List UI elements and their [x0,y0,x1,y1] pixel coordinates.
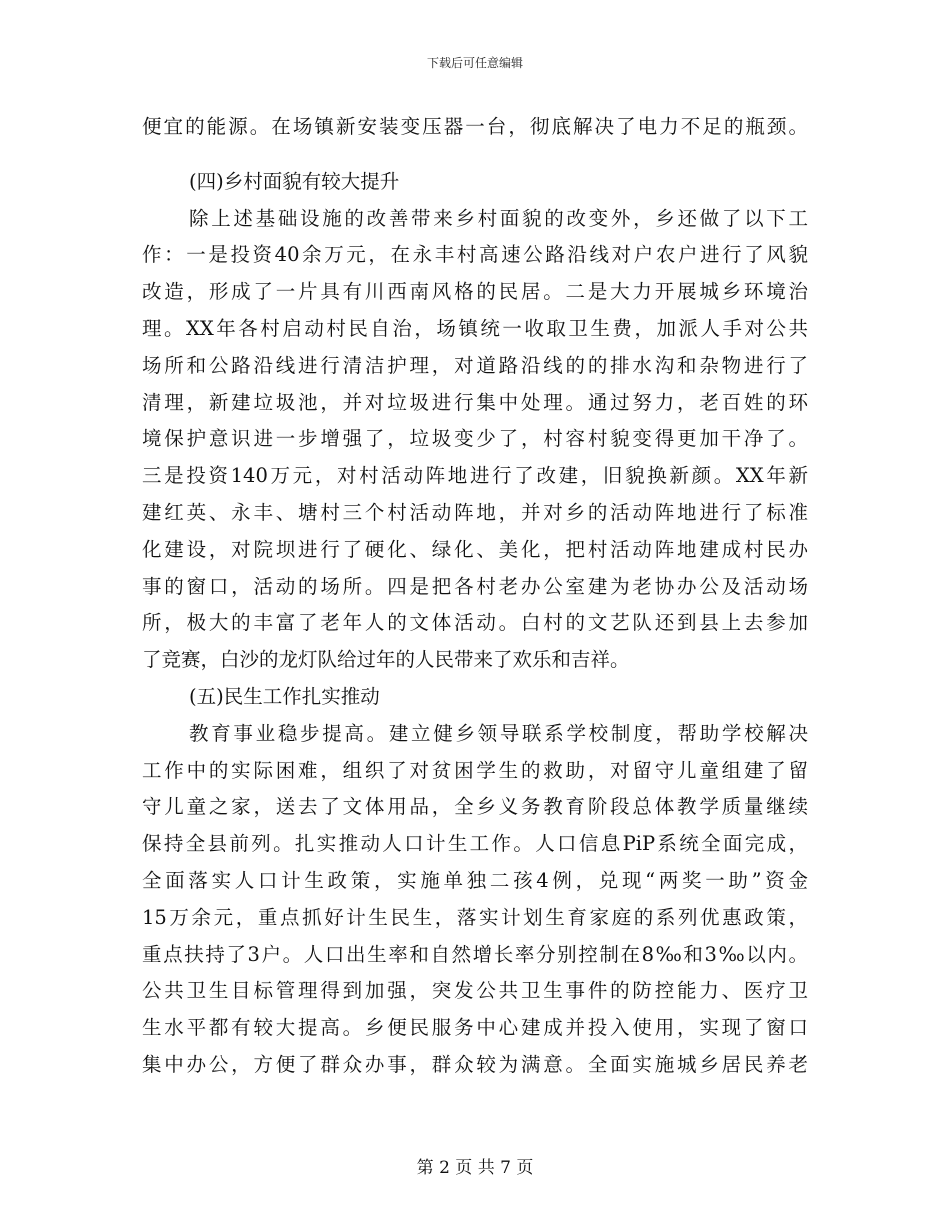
body-line: 清理，新建垃圾池，并对垃圾进行集中处理。通过努力，老百姓的环 [142,390,808,414]
body-line: 境保护意识进一步增强了，垃圾变少了，村容村貌变得更加干净了。 [142,427,808,451]
body-line: 工作中的实际困难，组织了对贫困学生的救助，对留守儿童组建了留 [142,758,808,782]
page-number: 第 2 页 共 7 页 [416,1158,534,1178]
body-line: 事的窗口，活动的场所。四是把各村老办公室建为老协办公及活动场 [142,574,808,598]
body-line: 所，极大的丰富了老年人的文体活动。白村的文艺队还到县上去参加 [142,611,808,635]
body-line: 场所和公路沿线进行清洁护理，对道路沿线的的排水沟和杂物进行了 [142,353,808,377]
body-line: 化建设，对院坝进行了硬化、绿化、美化，把村活动阵地建成村民办 [142,537,808,561]
body-line: 保持全县前列。扎实推动人口计生工作。人口信息PiP系统全面完成， [142,832,808,856]
body-line: 了竞赛，白沙的龙灯队给过年的人民带来了欢乐和吉祥。 [142,648,630,672]
body-line: 全面落实人口计生政策，实施单独二孩4例，兑现“两奖一助”资金 [142,868,808,892]
body-line: 生水平都有较大提高。乡便民服务中心建成并投入使用，实现了窗口 [142,1016,808,1040]
body-line: 便宜的能源。在场镇新安装变压器一台，彻底解决了电力不足的瓶颈。 [142,115,808,138]
section-heading-4: (四)乡村面貌有较大提升 [189,169,400,193]
body-line: 建红英、永丰、塘村三个村活动阵地，并对乡的活动阵地进行了标准 [142,500,808,524]
body-line: 重点扶持了3户。人口出生率和自然增长率分别控制在8‰和3‰以内。 [142,942,808,966]
body-line: 守儿童之家，送去了文体用品，全乡义务教育阶段总体教学质量继续 [142,795,808,819]
body-line: 教育事业稳步提高。建立健乡领导联系学校制度，帮助学校解决 [189,721,808,745]
body-line: 改造，形成了一片具有川西南风格的民居。二是大力开展城乡环境治 [142,280,808,304]
body-line: 15万余元，重点抓好计生民生，落实计划生育家庭的系列优惠政策， [142,905,808,929]
body-line: 理。XX年各村启动村民自治，场镇统一收取卫生费，加派人手对公共 [142,316,808,340]
body-line: 公共卫生目标管理得到加强，突发公共卫生事件的防控能力、医疗卫 [142,979,808,1003]
document-body [142,109,808,1084]
header-note: 下载后可任意编辑 [426,56,523,70]
body-line: 集中办公，方便了群众办事，群众较为满意。全面实施城乡居民养老 [142,1052,808,1076]
body-line: 除上述基础设施的改善带来乡村面貌的改变外，乡还做了以下工 [189,206,808,230]
body-line: 三是投资140万元，对村活动阵地进行了改建，旧貌换新颜。XX年新 [142,464,808,488]
body-line: 作：一是投资40余万元，在永丰村高速公路沿线对户农户进行了风貌 [142,243,808,267]
section-heading-5: (五)民生工作扎实推动 [189,684,380,708]
